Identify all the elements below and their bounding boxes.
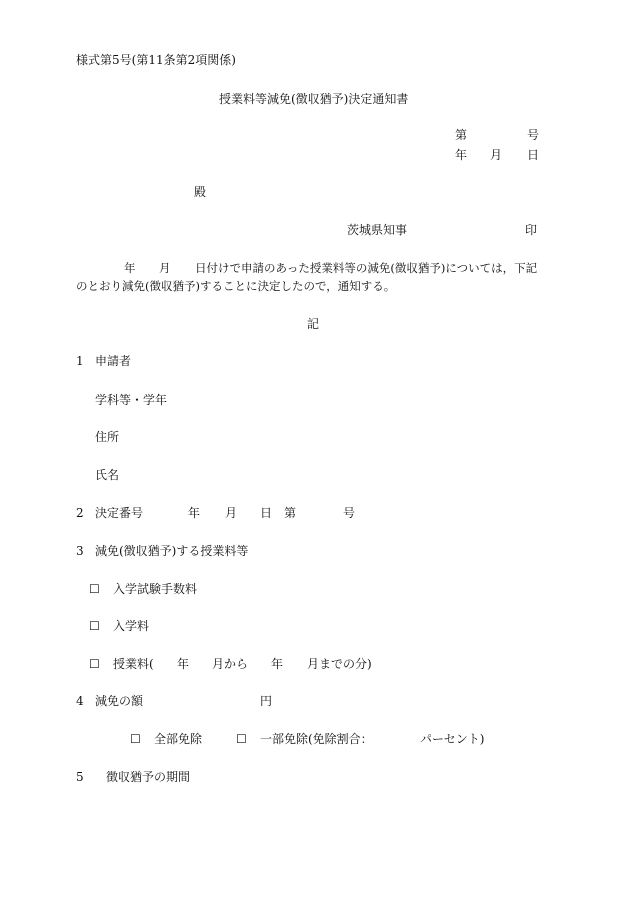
section-1-number: 1 — [76, 354, 84, 368]
section-4-heading: 減免の額 — [95, 694, 144, 708]
checkbox-tuition[interactable]: ☐ — [89, 657, 100, 671]
decision-year: 年 — [188, 506, 201, 520]
tuition-month-from: 月から — [212, 657, 249, 671]
body-line-2: のとおり減免(徴収猶予)することに決定したので，通知する。 — [76, 279, 396, 293]
label-partial-exemption: 一部免除(免除割合： — [260, 732, 373, 746]
tuition-year-from: 年 — [177, 657, 190, 671]
section-1-heading: 申請者 — [95, 354, 132, 368]
ki-heading: 記 — [307, 317, 320, 331]
label-entrance-exam-fee: 入学試験手数料 — [113, 582, 198, 596]
tuition-month-to: 月までの分) — [307, 657, 372, 671]
issuer: 茨城県知事 — [347, 223, 408, 237]
section-2-number: 2 — [76, 506, 84, 520]
doc-number-prefix: 第 — [455, 128, 468, 142]
body-year: 年 — [124, 261, 136, 275]
page-title: 授業料等減免(徴収猶予)決定通知書 — [219, 92, 409, 106]
checkbox-full-exemption[interactable]: ☐ — [130, 732, 141, 746]
doc-date-day: 日 — [527, 148, 540, 162]
addressee-suffix: 殿 — [194, 185, 207, 199]
form-label: 様式第5号(第11条第2項関係) — [76, 53, 236, 67]
label-full-exemption: 全部免除 — [154, 732, 203, 746]
checkbox-entrance-exam-fee[interactable]: ☐ — [89, 582, 100, 596]
doc-number-suffix: 号 — [527, 128, 540, 142]
decision-month: 月 — [225, 506, 238, 520]
section-3-number: 3 — [76, 544, 84, 558]
body-line-1: 日付けで申請のあった授業料等の減免(徴収猶予)については，下記 — [195, 261, 538, 275]
seal-mark: 印 — [525, 223, 538, 237]
decision-no-prefix: 第 — [284, 506, 297, 520]
field-name: 氏名 — [95, 468, 120, 482]
doc-date-month: 月 — [490, 148, 503, 162]
checkbox-admission-fee[interactable]: ☐ — [89, 619, 100, 633]
label-percent: パーセント) — [420, 732, 485, 746]
decision-day: 日 — [260, 506, 273, 520]
body-month: 月 — [159, 261, 171, 275]
section-4-number: 4 — [76, 694, 84, 708]
label-tuition: 授業料( — [113, 657, 154, 671]
field-address: 住所 — [95, 430, 120, 444]
tuition-year-to: 年 — [271, 657, 284, 671]
section-2-heading: 決定番号 — [95, 506, 144, 520]
section-3-heading: 減免(徴収猶予)する授業料等 — [95, 544, 249, 558]
field-department-grade: 学科等・学年 — [95, 393, 168, 407]
label-admission-fee: 入学料 — [113, 619, 150, 633]
checkbox-partial-exemption[interactable]: ☐ — [236, 732, 247, 746]
section-5-number: 5 — [76, 770, 84, 784]
doc-date-year: 年 — [455, 148, 468, 162]
decision-no-suffix: 号 — [343, 506, 356, 520]
section-5-heading: 徴収猶予の期間 — [106, 770, 191, 784]
amount-yen: 円 — [260, 694, 273, 708]
